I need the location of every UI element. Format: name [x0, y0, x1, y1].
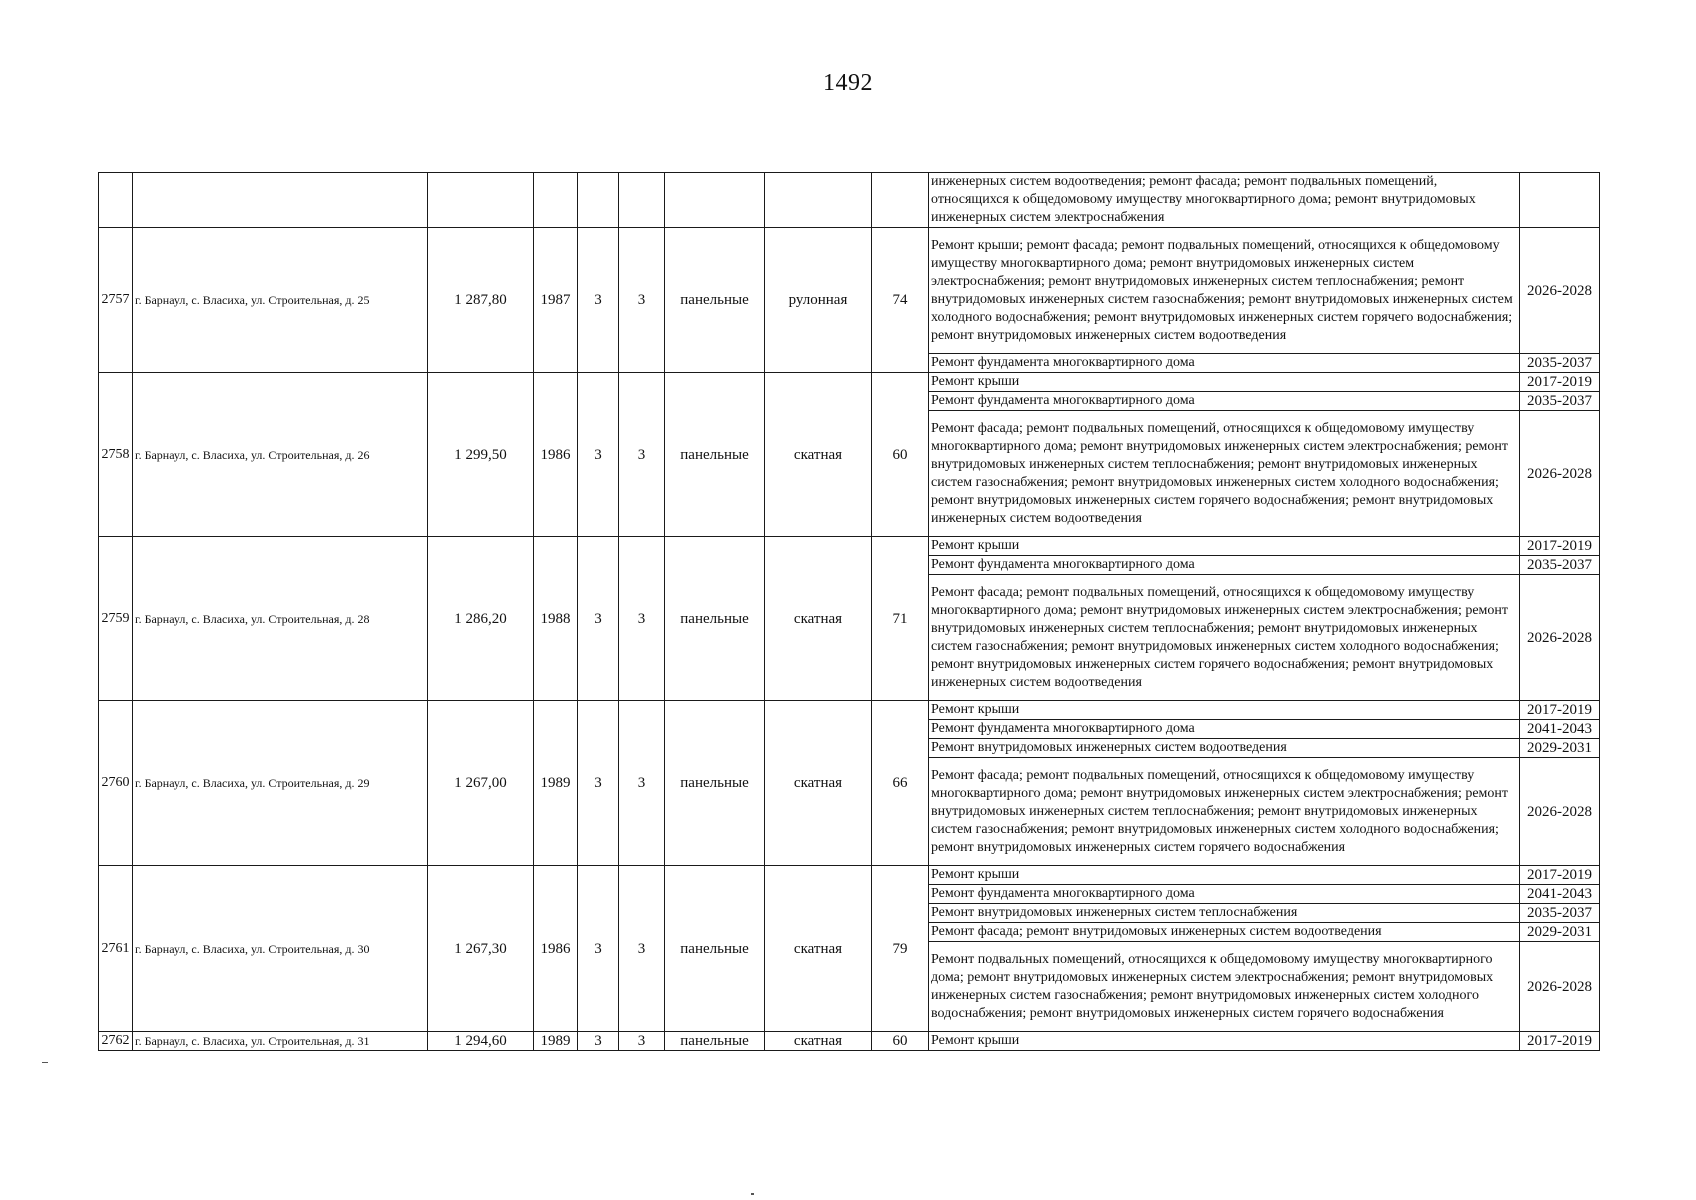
- table-row: [99, 173, 1600, 228]
- table-row: [99, 701, 1600, 720]
- repair-work: Ремонт фундамента многоквартирного дома: [929, 720, 1520, 739]
- house-area: 1 287,80: [428, 228, 534, 373]
- repair-period: 2035-2037: [1520, 904, 1600, 923]
- repair-work: Ремонт крыши: [929, 701, 1520, 720]
- repair-work: Ремонт крыши; ремонт фасада; ремонт подвальных помещений, относящихся к общедомовому имуществу многоквартирного дома; ремонт внутридомовых инженерных систем электроснабжения; ремонт внутридомовых инженерных систем теплоснабжения; ремонт внутридомовых инженерных систем газоснабжения; ремонт внутридомовых инженерных систем холодного водоснабжения; ремонт внутридомовых инженерных систем горячего водоснабжения; ремонт внутридомовых инженерных систем водоотведения: [929, 228, 1520, 354]
- house-entrances: [619, 173, 665, 228]
- house-roof-type: скатная: [765, 373, 872, 537]
- house-entrances: 3: [619, 228, 665, 373]
- repair-period: 2026-2028: [1520, 411, 1600, 537]
- repair-work: Ремонт крыши: [929, 866, 1520, 885]
- scan-speck: [751, 1193, 754, 1195]
- house-wear: 66: [872, 701, 929, 866]
- house-address: [133, 173, 428, 228]
- repair-period: 2041-2043: [1520, 720, 1600, 739]
- house-area: 1 267,00: [428, 701, 534, 866]
- repair-period: 2041-2043: [1520, 885, 1600, 904]
- repair-period: 2029-2031: [1520, 739, 1600, 758]
- table-row: [99, 1032, 1600, 1051]
- repair-work: Ремонт фасада; ремонт внутридомовых инженерных систем водоотведения: [929, 923, 1520, 942]
- house-year: [534, 173, 578, 228]
- house-wear: 60: [872, 373, 929, 537]
- house-address: г. Барнаул, с. Власиха, ул. Строительная, д. 30: [133, 866, 428, 1032]
- house-year: 1989: [534, 1032, 578, 1051]
- repair-work: Ремонт фундамента многоквартирного дома: [929, 556, 1520, 575]
- house-entrances: 3: [619, 866, 665, 1032]
- table-row: [99, 373, 1600, 392]
- repair-period: 2017-2019: [1520, 537, 1600, 556]
- house-address: г. Барнаул, с. Власиха, ул. Строительная, д. 29: [133, 701, 428, 866]
- repair-work: Ремонт подвальных помещений, относящихся к общедомовому имуществу многоквартирного дома; ремонт внутридомовых инженерных систем электроснабжения; ремонт внутридомовых инженерных систем газоснабжения; ремонт внутридомовых инженерных систем холодного водоснабжения; ремонт внутридомовых инженерных систем горячего водоснабжения: [929, 942, 1520, 1032]
- house-roof-type: скатная: [765, 537, 872, 701]
- repair-work: Ремонт фундамента многоквартирного дома: [929, 885, 1520, 904]
- repair-period: 2017-2019: [1520, 701, 1600, 720]
- house-floors: [578, 173, 619, 228]
- repair-work: инженерных систем водоотведения; ремонт фасада; ремонт подвальных помещений, относящихся к общедомовому имуществу многоквартирного дома; ремонт внутридомовых инженерных систем электроснабжения: [929, 173, 1520, 228]
- house-area: 1 299,50: [428, 373, 534, 537]
- house-wear: 79: [872, 866, 929, 1032]
- repair-work: Ремонт крыши: [929, 373, 1520, 392]
- repair-period: 2026-2028: [1520, 575, 1600, 701]
- house-address: г. Барнаул, с. Власиха, ул. Строительная, д. 31: [133, 1032, 428, 1051]
- repair-work: Ремонт фасада; ремонт подвальных помещений, относящихся к общедомовому имуществу многоквартирного дома; ремонт внутридомовых инженерных систем электроснабжения; ремонт внутридомовых инженерных систем теплоснабжения; ремонт внутридомовых инженерных систем газоснабжения; ремонт внутридомовых инженерных систем холодного водоснабжения; ремонт внутридомовых инженерных систем горячего водоснабжения; ремонт внутридомовых инженерных систем водоотведения: [929, 575, 1520, 701]
- repair-period: [1520, 173, 1600, 228]
- table-body: [99, 173, 1600, 1051]
- capital-repair-table: [98, 172, 1600, 1051]
- house-number: 2760: [99, 701, 133, 866]
- house-number: [99, 173, 133, 228]
- house-roof-type: скатная: [765, 701, 872, 866]
- house-wall-material: [665, 173, 765, 228]
- repair-period: 2026-2028: [1520, 942, 1600, 1032]
- house-number: 2759: [99, 537, 133, 701]
- table-row: [99, 228, 1600, 354]
- house-number: 2757: [99, 228, 133, 373]
- repair-work: Ремонт крыши: [929, 1032, 1520, 1051]
- repair-work: Ремонт фасада; ремонт подвальных помещений, относящихся к общедомовому имуществу многоквартирного дома; ремонт внутридомовых инженерных систем электроснабжения; ремонт внутридомовых инженерных систем теплоснабжения; ремонт внутридомовых инженерных систем газоснабжения; ремонт внутридомовых инженерных систем холодного водоснабжения; ремонт внутридомовых инженерных систем горячего водоснабжения: [929, 758, 1520, 866]
- repair-period: 2035-2037: [1520, 354, 1600, 373]
- repair-period: 2017-2019: [1520, 866, 1600, 885]
- house-floors: 3: [578, 228, 619, 373]
- house-area: 1 294,60: [428, 1032, 534, 1051]
- repair-work: Ремонт крыши: [929, 537, 1520, 556]
- house-year: 1987: [534, 228, 578, 373]
- repair-period: 2017-2019: [1520, 1032, 1600, 1051]
- house-address: г. Барнаул, с. Власиха, ул. Строительная, д. 25: [133, 228, 428, 373]
- page-number: 1492: [823, 70, 873, 96]
- house-roof-type: скатная: [765, 1032, 872, 1051]
- table-row: [99, 537, 1600, 556]
- house-address: г. Барнаул, с. Власиха, ул. Строительная, д. 26: [133, 373, 428, 537]
- house-area: [428, 173, 534, 228]
- repair-work: Ремонт внутридомовых инженерных систем водоотведения: [929, 739, 1520, 758]
- scan-speck: [42, 1062, 48, 1063]
- repair-period: 2029-2031: [1520, 923, 1600, 942]
- house-wall-material: панельные: [665, 228, 765, 373]
- house-year: 1986: [534, 866, 578, 1032]
- repair-period: 2035-2037: [1520, 392, 1600, 411]
- house-wear: [872, 173, 929, 228]
- repair-period: 2026-2028: [1520, 228, 1600, 354]
- house-wear: 71: [872, 537, 929, 701]
- house-roof-type: скатная: [765, 866, 872, 1032]
- house-wall-material: панельные: [665, 1032, 765, 1051]
- repair-period: 2017-2019: [1520, 373, 1600, 392]
- repair-work: Ремонт фундамента многоквартирного дома: [929, 392, 1520, 411]
- repair-period: 2026-2028: [1520, 758, 1600, 866]
- house-entrances: 3: [619, 373, 665, 537]
- house-wall-material: панельные: [665, 701, 765, 866]
- house-floors: 3: [578, 537, 619, 701]
- house-floors: 3: [578, 1032, 619, 1051]
- repair-work: Ремонт фасада; ремонт подвальных помещений, относящихся к общедомовому имуществу многоквартирного дома; ремонт внутридомовых инженерных систем электроснабжения; ремонт внутридомовых инженерных систем теплоснабжения; ремонт внутридомовых инженерных систем газоснабжения; ремонт внутридомовых инженерных систем холодного водоснабжения; ремонт внутридомовых инженерных систем горячего водоснабжения; ремонт внутридомовых инженерных систем водоотведения: [929, 411, 1520, 537]
- house-wall-material: панельные: [665, 537, 765, 701]
- house-floors: 3: [578, 373, 619, 537]
- house-address: г. Барнаул, с. Власиха, ул. Строительная, д. 28: [133, 537, 428, 701]
- house-year: 1988: [534, 537, 578, 701]
- house-floors: 3: [578, 701, 619, 866]
- house-entrances: 3: [619, 537, 665, 701]
- house-roof-type: [765, 173, 872, 228]
- house-entrances: 3: [619, 701, 665, 866]
- repair-work: Ремонт фундамента многоквартирного дома: [929, 354, 1520, 373]
- house-entrances: 3: [619, 1032, 665, 1051]
- house-wear: 74: [872, 228, 929, 373]
- repair-work: Ремонт внутридомовых инженерных систем теплоснабжения: [929, 904, 1520, 923]
- house-number: 2761: [99, 866, 133, 1032]
- house-area: 1 267,30: [428, 866, 534, 1032]
- house-number: 2758: [99, 373, 133, 537]
- house-floors: 3: [578, 866, 619, 1032]
- house-area: 1 286,20: [428, 537, 534, 701]
- house-year: 1989: [534, 701, 578, 866]
- house-wall-material: панельные: [665, 373, 765, 537]
- repair-period: 2035-2037: [1520, 556, 1600, 575]
- house-wall-material: панельные: [665, 866, 765, 1032]
- house-wear: 60: [872, 1032, 929, 1051]
- house-number: 2762: [99, 1032, 133, 1051]
- table-row: [99, 866, 1600, 885]
- house-roof-type: рулонная: [765, 228, 872, 373]
- house-year: 1986: [534, 373, 578, 537]
